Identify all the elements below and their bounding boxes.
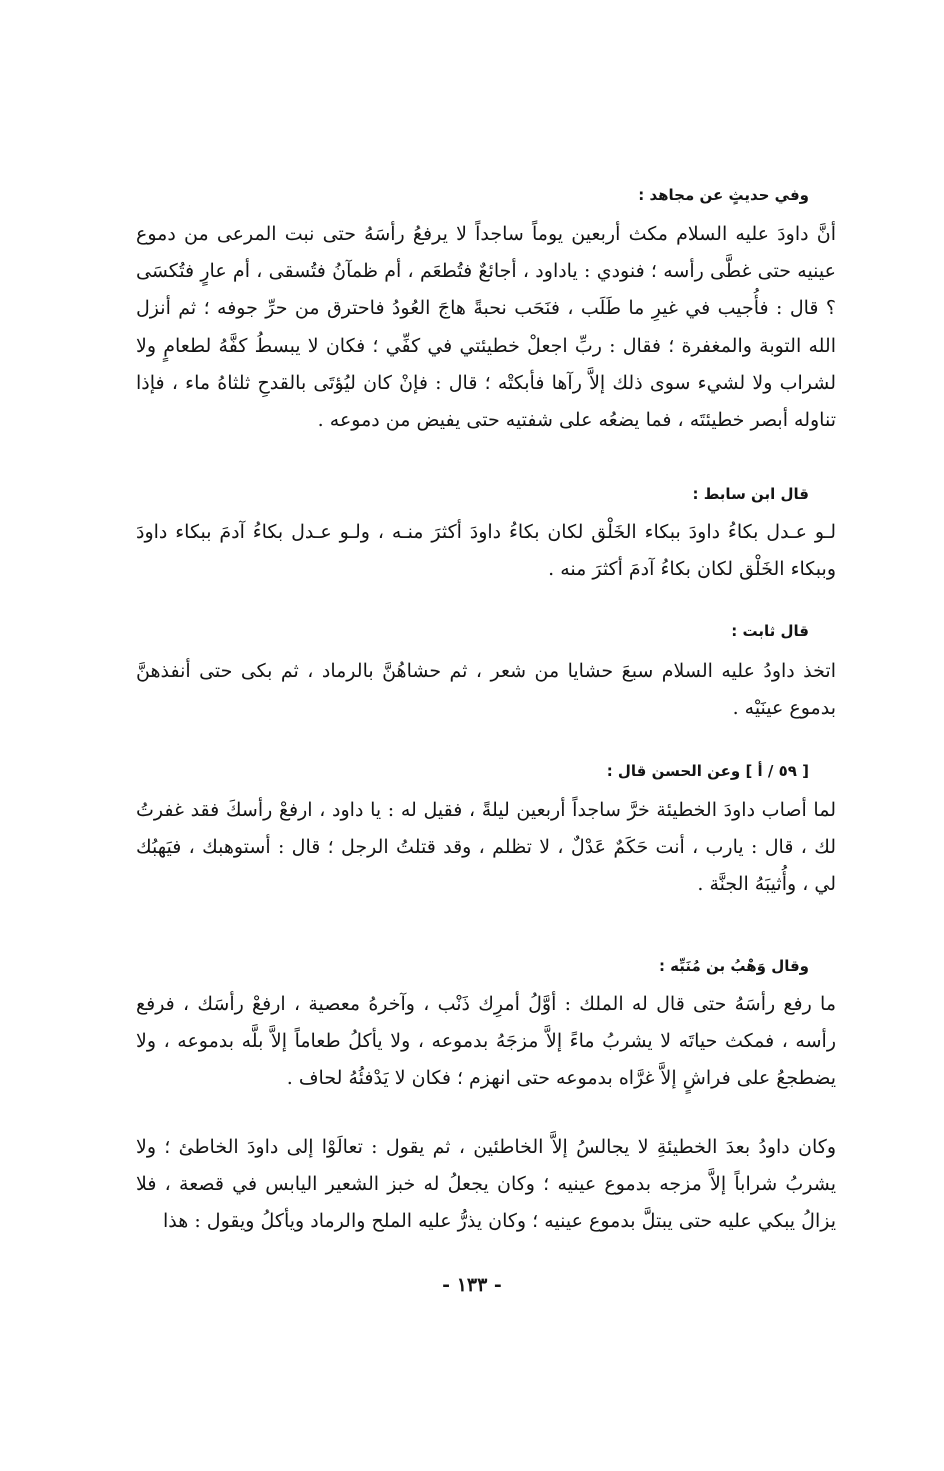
section-heading-wahb: وقال وَهْبُ بن مُنَبِّه :	[658, 957, 809, 975]
paragraph-wahb: ما رفع رأسَهُ حتى قال له الملك : أوَّلُ أمرِك ذَنْب ، وآخرهُ معصية ، ارفعْ رأسَك ، فرفع رأسه ، فمكث حياتَه لا يشربُ ماءً إلاَّ مزجَهُ بدموعه ، ولا يأكلُ طعاماً إلاَّ بلَّه بدموعه ، ولا يضطجعُ على فراشٍ إلاَّ غرَّاه بدموعه حتى انهزم ؛ فكان لا يَدْفئُهُ لحاف .	[136, 993, 836, 1090]
paragraph-dawud-after-sin: وكان داودُ بعدَ الخطيئةِ لا يجالسُ إلاَّ الخاطئين ، ثم يقول : تعالَوْا إلى داودَ الخاطئ ؛ ولا يشربُ شراباً إلاَّ مزجه بدموع عينيه ؛ وكان يجعلُ له خبز الشعير اليابس في قصعة ، فلا يزالُ يبكي عليه حتى يبتلَّ بدموع عينيه ؛ وكان يذرُّ عليه الملح والرماد ويأكلُ ويقول : هذا	[136, 1136, 836, 1233]
page-number: - ١٣٣ -	[442, 1274, 502, 1296]
section-heading-ibn-sabit: قال ابن سابط :	[692, 485, 809, 503]
paragraph-hasan: لما أصاب داودَ الخطيئة خرَّ ساجداً أربعين ليلةً ، فقيل له : يا داود ، ارفعْ رأسكَ فقد غفرتُ لك ، قال : يارب ، أنت حَكَمٌ عَدْلٌ ، لا تظلم ، وقد قتلتُ الرجل ؛ قال : أستوهبك ، فيَهبُك لي ، وأُثيبَهُ الجنَّة .	[136, 799, 836, 896]
section-heading-hasan: [ ٥٩ / أ ] وعن الحسن قال :	[606, 762, 809, 780]
section-heading-thabit: قال ثابت :	[731, 622, 809, 640]
section-heading-mujahid: وفي حديثٍ عن مجاهد :	[638, 186, 809, 204]
paragraph-mujahid: أنَّ داودَ عليه السلام مكث أربعين يوماً ساجداً لا يرفعُ رأسَهُ حتى نبت المرعى من دموع عينيه حتى غطَّى رأسه ؛ فنودي : ياداود ، أجائعٌ فتُطعَم ، أم ظمآنُ فتُسقى ، أم عارٍ فتُكسَى ؟ قال : فأُجيب في غيرِ ما طَلَب ، فنَحَب نحبةً هاجَ العُودُ فاحترق من حرِّ جوفه ؛ ثم أنزل الله التوبة والمغفرة ؛ فقال : ربِّ اجعلْ خطيئتي في كفِّي ؛ فكان لا يبسطُ كفَّهُ لطعامٍ ولا لشراب ولا لشيء سوى ذلك إلاَّ رآها فأبكتْه ؛ قال : فإنْ كان ليُؤتَى بالقدحِ ثلثاهُ ماء ، فإذا تناوله أبصر خطيئتَه ، فما يضعُه على شفتيه حتى يفيض من دموعه .	[136, 223, 836, 432]
paragraph-ibn-sabit: لـو عـدل بكاءُ داودَ ببكاء الخَلْق لكان بكاءُ داودَ أكثرَ منـه ، ولـو عـدل بكاءُ آدمَ ببكاء داودَ وببكاء الخَلْق لكان بكاءُ آدمَ أكثرَ منه .	[136, 521, 836, 581]
paragraph-thabit: اتخذ داودُ عليه السلام سبعَ حشايا من شعر ، ثم حشاهُنَّ بالرماد ، ثم بكى حتى أنفذهنَّ بدموع عينَيْه .	[136, 660, 836, 720]
